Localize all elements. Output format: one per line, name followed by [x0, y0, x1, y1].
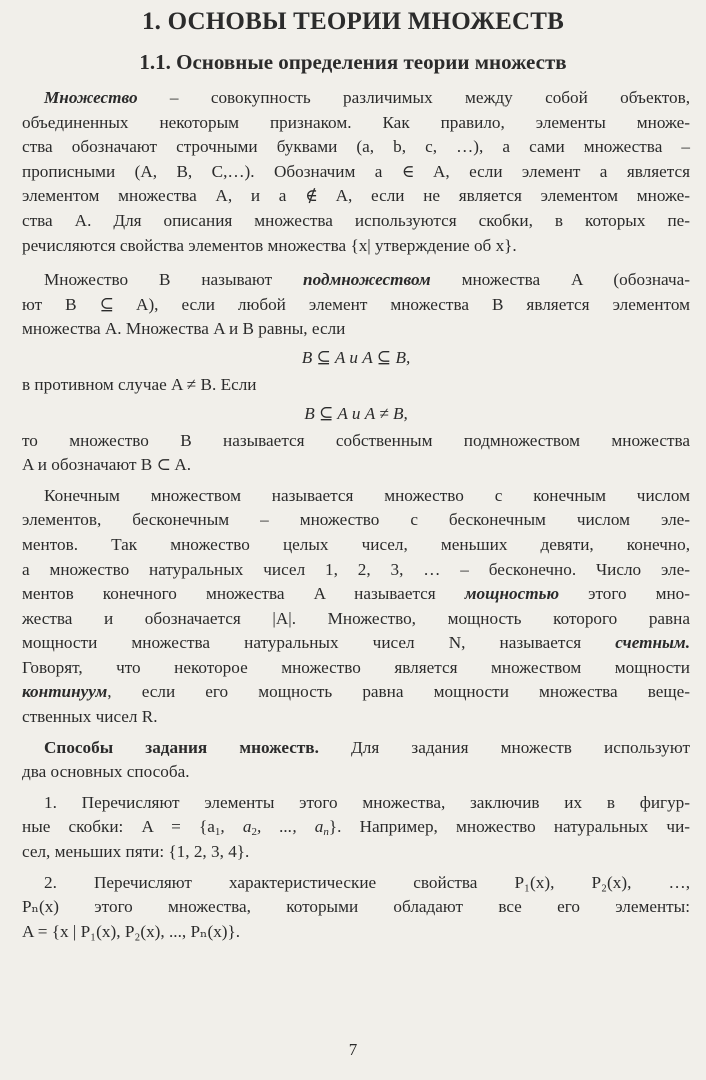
paragraph-methods: Способы задания множеств. Для задания множеств используют два основных способа. [22, 737, 690, 782]
page-body [22, 86, 690, 944]
paragraph-method-2: 2. Перечисляют характеристические свойства P₁(x), P₂(x), …, Pₙ(x) этого множества, которыми обладают все его элементы: A = {x | P₁(x), P₂(x), ..., Pₙ(x)}. [22, 872, 690, 941]
chapter-title: 1. ОСНОВЫ ТЕОРИИ МНОЖЕСТВ [141, 8, 565, 35]
paragraph-subset: Множество B называют подмножеством множества A (обознача- ют B ⊆ A), если любой элемент множества B является элементом множества A. Множества A и B равны, если B ⊆ A и A ⊆ B, в противном случае A ≠ B. Если B ⊆ A и A ≠ B, то множество B называется собственным подмножеством множества A и обозначают B ⊂ A. [22, 270, 690, 475]
paragraph-method-1: 1. Перечисляют элементы этого множества, заключив их в фигур- ные скобки: $A = \{a_1$, $a_2$, ..., $a_n$}. Например, множество натуральных чи- сел, меньших пяти: {1, 2, 3, 4}. [22, 792, 690, 862]
term-continuum: континуум [22, 682, 108, 702]
paragraph-set-definition: Множество – совокупность различимых между собой объектов, объединенных некоторым признаком. Как правило, элементы множе- ства обозначают строчными буквами (a, b, c, …), а сами множества – прописными (A, B, C,…). Обозначим a ∈ A, если элемент a является элементом множества A, и a ∉ A, если не является элементом множе- ства A. Для описания множества используются скобки, в которых пе- речисляются свойства элементов множества {x| утверждение об x}. [22, 88, 690, 255]
term-subset: подмножеством [303, 270, 431, 290]
term-set: Множество [44, 88, 138, 107]
page-number: 7 [348, 1040, 358, 1059]
section-title: 1.1. Основные определения теории множеств [139, 50, 567, 74]
formula-proper-subset: B ⊆ A и A ≠ B, [304, 403, 408, 423]
term-cardinality: мощностью [464, 584, 559, 604]
term-countable: счетным. [615, 633, 690, 653]
formula-equality: B ⊆ A и A ⊆ B, [301, 347, 411, 367]
paragraph-cardinality: Конечным множеством называется множество с конечным числом элементов, бесконечным – множество с бесконечным числом эле- ментов. Так множество целых чисел, меньших девяти, конечно, а множество натуральных чисел 1, 2, 3, … – бесконечно. Число эле- ментов конечного множества A называется мощностью этого мно- жества и обозначается |A|. Множество, мощность которого равна мощности множества натуральных чисел N, называется счетным. Говорят, что некоторое множество является множеством мощности континуум, если его мощность равна мощности множества веще- ственных чисел R. [22, 485, 690, 727]
term-methods: Способы задания множеств. [44, 737, 319, 757]
